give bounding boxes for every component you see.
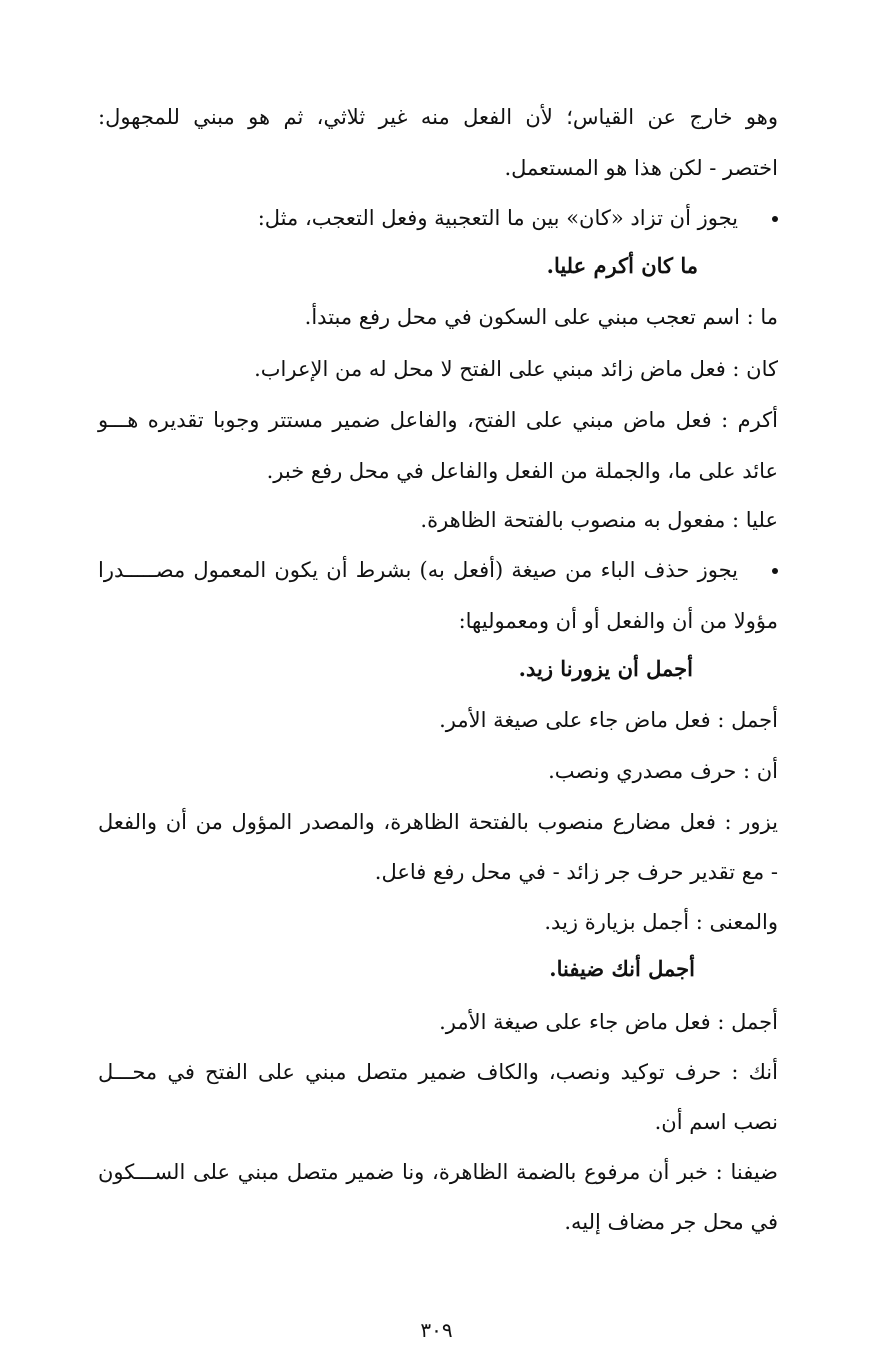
text-line: وهو خارج عن القياس؛ لأن الفعل منه غير ثلاثي، ثم هو مبني للمجهول: [98, 105, 778, 129]
example-sentence: ما كان أكرم عليا. [546, 253, 698, 278]
page-number: ٣٠٩ [420, 1318, 453, 1342]
text-line: ضيفنا : خبر أن مرفوع بالضمة الظاهرة، ونا ضمير متصل مبني على الســـكون [98, 1160, 778, 1184]
text-line: مؤولا من أن والفعل أو أن ومعموليها: [458, 609, 778, 633]
text-line: اختصر - لكن هذا هو المستعمل. [504, 156, 778, 180]
text-line: نصب اسم أن. [654, 1110, 778, 1134]
example-sentence: أجمل أنك ضيفنا. [549, 956, 695, 981]
text-line: أجمل : فعل ماض جاء على صيغة الأمر. [439, 708, 778, 732]
text-line: والمعنى : أجمل بزيارة زيد. [544, 910, 778, 934]
text-line: أجمل : فعل ماض جاء على صيغة الأمر. [439, 1010, 778, 1034]
text-line: أنك : حرف توكيد ونصب، والكاف ضمير متصل مبني على الفتح في محـــل [98, 1060, 778, 1084]
text-line: - مع تقدير حرف جر زائد - في محل رفع فاعل. [374, 860, 778, 884]
text-line: يزور : فعل مضارع منصوب بالفتحة الظاهرة، والمصدر المؤول من أن والفعل [98, 810, 778, 834]
text-line: عائد على ما، والجملة من الفعل والفاعل في محل رفع خبر. [266, 459, 778, 483]
text-line: كان : فعل ماض زائد مبني على الفتح لا محل له من الإعراب. [254, 357, 778, 381]
example-sentence: أجمل أن يزورنا زيد. [518, 656, 693, 681]
text-line: عليا : مفعول به منصوب بالفتحة الظاهرة. [420, 508, 778, 532]
text-line: ما : اسم تعجب مبني على السكون في محل رفع مبتدأ. [304, 305, 778, 329]
text-line: أن : حرف مصدري ونصب. [548, 759, 778, 783]
text-line: في محل جر مضاف إليه. [564, 1210, 778, 1234]
text-line: أكرم : فعل ماض مبني على الفتح، والفاعل ضمير مستتر وجوبا تقديره هـــو [98, 408, 778, 432]
bullet-item: يجوز حذف الباء من صيغة (أفعل به) بشرط أن يكون المعمول مصـــــدرا [98, 555, 738, 585]
bullet-item: يجوز أن تزاد «كان» بين ما التعجبية وفعل التعجب، مثل: [98, 203, 738, 233]
